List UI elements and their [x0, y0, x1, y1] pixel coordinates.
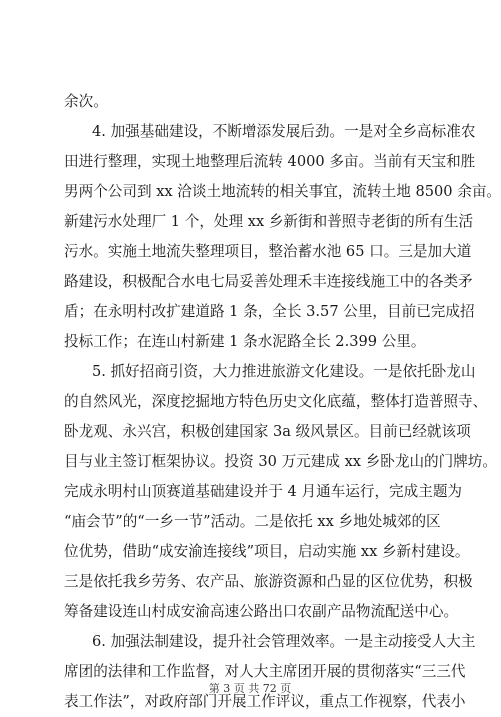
page-number-footer: 第 3 页 共 72 页 [208, 682, 292, 695]
body-text-line: 污水。实施土地流失整理项目，整治蓄水池 65 口。三是加大道 [64, 243, 472, 260]
body-text-line: 田进行整理，实现土地整理后流转 4000 多亩。当前有天宝和胜 [64, 153, 476, 170]
body-text-line: 路建设，积极配合水电七局妥善处理禾丰连接线施工中的各类矛 [64, 273, 473, 290]
body-text-line: 完成永明村山顶赛道基础建设并于 4 月通车运行，完成主题为 [64, 483, 463, 500]
body-text-line: 席团的法律和工作监督，对人大主席团开展的贯彻落实“三三代 [64, 663, 466, 680]
body-text-line: “庙会节”的“一乡一节”活动。二是依托 xx 乡地处城郊的区 [64, 513, 441, 530]
body-text-line: 表工作法”，对政府部门开展工作评议，重点工作视察，代表小 [64, 693, 466, 710]
paragraph-heading-line: 4. 加强基础建设，不断增添发展后劲。一是对全乡高标准农 [92, 123, 476, 140]
paragraph-heading-line: 5. 抓好招商引资，大力推进旅游文化建设。一是依托卧龙山 [92, 363, 476, 380]
body-text-line: 位优势，借助“成安渝连接线”项目，启动实施 xx 乡新村建设。 [64, 543, 470, 560]
body-text-line: 筹备建设连山村成安渝高速公路出口农副产品物流配送中心。 [64, 603, 459, 620]
body-text-line: 三是依托我乡劳务、农产品、旅游资源和凸显的区位优势，积极 [64, 573, 473, 590]
body-text-line: 投标工作；在连山村新建 1 条水泥路全长 2.399 公里。 [64, 333, 426, 350]
body-text-line: 的自然风光，深度挖掘地方特色历史文化底蕴，整体打造普照寺、 [64, 393, 488, 410]
body-text-line: 男两个公司到 xx 洽谈土地流转的相关事宜，流转土地 8500 余亩。 [64, 183, 501, 200]
body-text-line: 目与业主签订框架协议。投资 30 万元建成 xx 乡卧龙山的门牌坊。 [64, 453, 498, 470]
paragraph-heading-line: 6. 加强法制建设，提升社会管理效率。一是主动接受人大主 [92, 633, 476, 650]
body-text-line: 新建污水处理厂 1 个，处理 xx 乡新街和普照寺老街的所有生活 [64, 213, 474, 230]
body-text-line: 余次。 [64, 93, 108, 110]
body-text-line: 卧龙观、永兴宫，积极创建国家 3a 级风景区。目前已经就该项 [64, 423, 471, 440]
body-text-line: 盾；在永明村改扩建道路 1 条，全长 3.57 公里，目前已完成招 [64, 303, 475, 320]
